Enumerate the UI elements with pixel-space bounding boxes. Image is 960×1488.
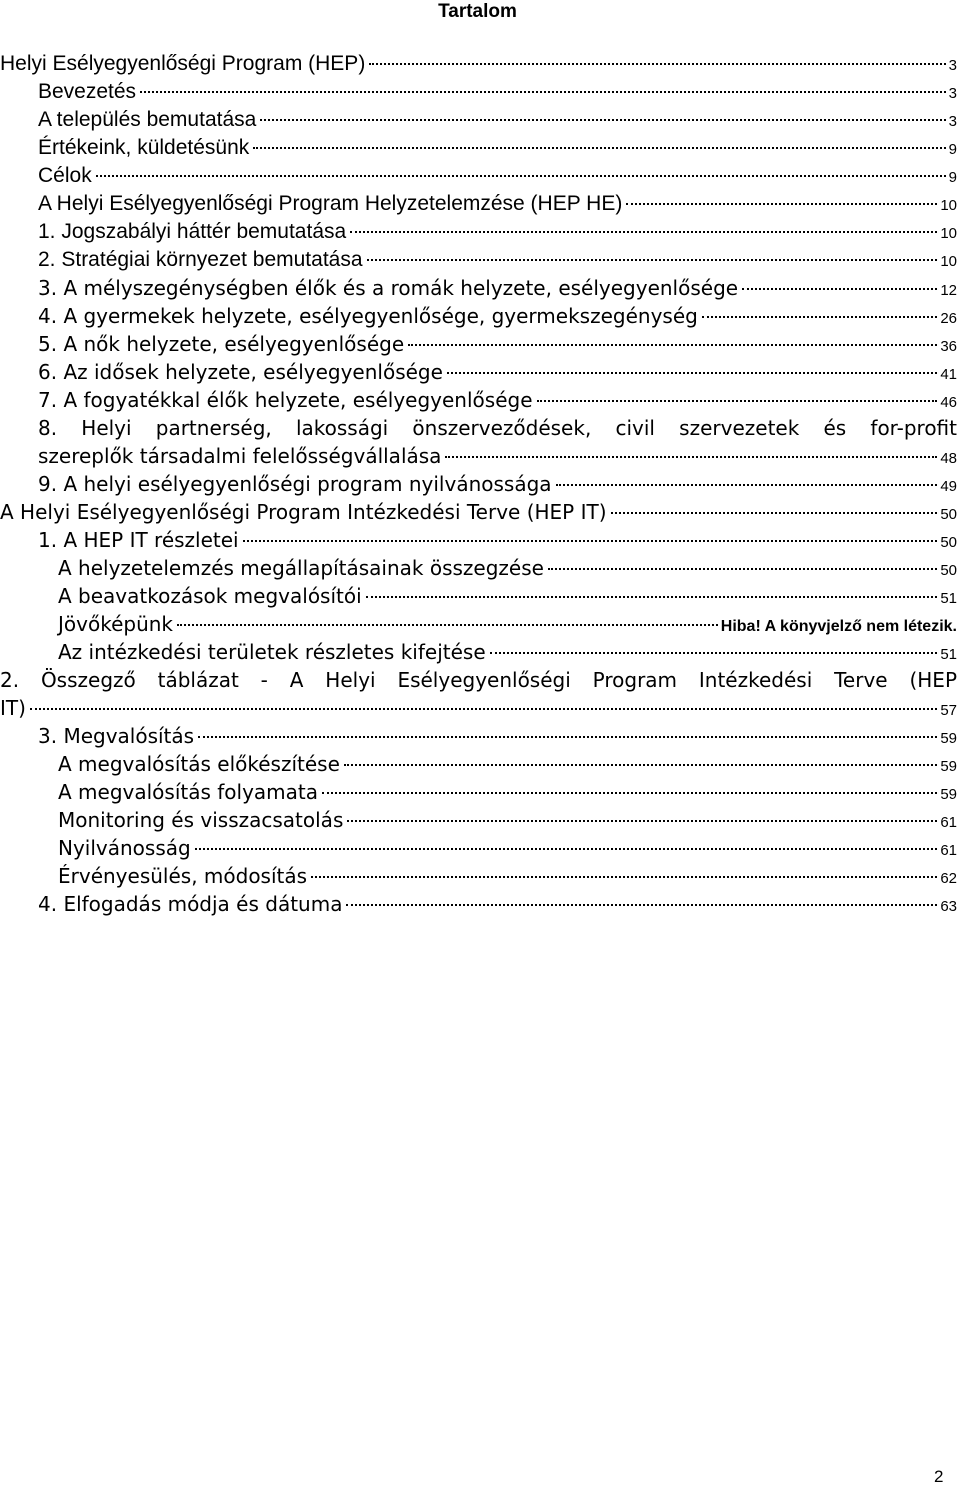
dot-leader <box>140 91 946 93</box>
dot-leader <box>366 596 938 598</box>
toc-entry-page: 62 <box>940 870 957 887</box>
dot-leader <box>537 400 938 402</box>
toc-entry[interactable] <box>0 890 957 918</box>
toc-entry[interactable] <box>0 666 957 722</box>
dot-leader <box>30 708 937 710</box>
toc-entry-title: Monitoring és visszacsatolás <box>58 808 344 832</box>
toc-entry-title: A Helyi Esélyegyenlőségi Program Helyzetelemzése (HEP HE) <box>38 192 623 215</box>
toc-entry-page: 61 <box>940 842 957 859</box>
toc-entry[interactable] <box>0 274 957 302</box>
toc-entry-page: 51 <box>940 646 957 663</box>
dot-leader <box>322 792 937 794</box>
toc-entry-page: 26 <box>940 310 957 327</box>
dot-leader <box>611 512 938 514</box>
toc-entry-title: 9. A helyi esélyegyenlőségi program nyilvánossága <box>38 472 552 496</box>
dot-leader <box>243 540 938 542</box>
toc-entry-page: 3 <box>948 57 957 74</box>
page-title: Tartalom <box>438 1 517 22</box>
dot-leader <box>195 848 938 850</box>
toc-entry[interactable] <box>0 78 957 106</box>
toc-entry-page: 41 <box>940 366 957 383</box>
toc-entry-title: A Helyi Esélyegyenlőségi Program Intézkedési Terve (HEP IT) <box>0 500 607 524</box>
toc-entry-title: 1. Jogszabályi háttér bemutatása <box>38 220 347 243</box>
toc-entry-page: 3 <box>948 113 957 130</box>
toc-entry[interactable] <box>0 302 957 330</box>
toc-entry-title: 2. Összegző táblázat - A Helyi Esélyegyenlőségi Program Intézkedési Terve (HEP <box>0 668 957 692</box>
toc-entry-title: 4. Elfogadás módja és dátuma <box>38 892 343 916</box>
toc-entry-page: 59 <box>940 758 957 775</box>
toc-entry-title: A beavatkozások megvalósítói <box>58 584 362 608</box>
dot-leader <box>548 568 937 570</box>
toc-entry-title: 2. Stratégiai környezet bemutatása <box>38 248 363 271</box>
dot-leader <box>490 652 938 654</box>
toc-entry-title: Bevezetés <box>38 80 137 103</box>
toc-entry[interactable] <box>0 330 957 358</box>
table-of-contents <box>0 50 957 918</box>
toc-entry-page: 10 <box>940 197 957 214</box>
toc-entry-title: A megvalósítás előkészítése <box>58 752 340 776</box>
toc-entry[interactable] <box>0 498 957 526</box>
toc-entry-title: Az intézkedési területek részletes kifejtése <box>58 640 486 664</box>
toc-entry-page: 59 <box>940 786 957 803</box>
toc-entry[interactable] <box>0 526 957 554</box>
toc-entry[interactable] <box>0 50 957 78</box>
toc-entry-page: 9 <box>948 169 957 186</box>
toc-entry-title: 8. Helyi partnerség, lakossági önszerveződések, civil szervezetek és for-profit <box>38 416 957 440</box>
dot-leader <box>347 820 937 822</box>
dot-leader <box>346 904 937 906</box>
dot-leader <box>253 147 945 149</box>
dot-leader <box>626 203 937 205</box>
toc-entry[interactable] <box>0 778 957 806</box>
dot-leader <box>742 288 937 290</box>
toc-entry-page: 61 <box>940 814 957 831</box>
toc-entry-page: 10 <box>940 225 957 242</box>
toc-entry-title: Értékeink, küldetésünk <box>38 136 250 159</box>
toc-entry[interactable] <box>0 722 957 750</box>
toc-entry[interactable] <box>0 610 957 638</box>
toc-entry-title-continued: IT) <box>0 696 26 720</box>
dot-leader <box>556 484 938 486</box>
dot-leader <box>447 372 937 374</box>
dot-leader <box>198 736 937 738</box>
toc-entry[interactable] <box>0 190 957 218</box>
toc-entry-page: 57 <box>940 702 957 719</box>
toc-entry[interactable] <box>0 806 957 834</box>
toc-entry[interactable] <box>0 162 957 190</box>
toc-entry[interactable] <box>0 358 957 386</box>
toc-entry-title: A megvalósítás folyamata <box>58 780 319 804</box>
toc-entry[interactable] <box>0 582 957 610</box>
toc-entry-title: 4. A gyermekek helyzete, esélyegyenlősége, gyermekszegénység <box>38 304 698 328</box>
toc-entry-title-continued: szereplők társadalmi felelősségvállalása <box>38 444 442 468</box>
dot-leader <box>344 764 937 766</box>
dot-leader <box>311 876 937 878</box>
toc-entry-title: Jövőképünk <box>58 612 174 636</box>
toc-entry[interactable] <box>0 246 957 274</box>
toc-entry-page: 50 <box>940 506 957 523</box>
toc-entry-page: 49 <box>940 478 957 495</box>
toc-entry-page: 3 <box>948 85 957 102</box>
toc-entry-page: 12 <box>940 282 957 299</box>
dot-leader <box>96 175 946 177</box>
toc-entry-title: 7. A fogyatékkal élők helyzete, esélyegyenlősége <box>38 388 533 412</box>
dot-leader <box>408 344 937 346</box>
toc-entry-page: 36 <box>940 338 957 355</box>
toc-entry[interactable] <box>0 218 957 246</box>
toc-entry[interactable] <box>0 862 957 890</box>
toc-entry-title: A település bemutatása <box>38 108 257 131</box>
toc-entry-title: 3. Megvalósítás <box>38 724 195 748</box>
toc-entry-page: 59 <box>940 730 957 747</box>
toc-entry-page: 50 <box>940 534 957 551</box>
toc-entry-page: 10 <box>940 253 957 270</box>
toc-entry-title: 5. A nők helyzete, esélyegyenlősége <box>38 332 405 356</box>
toc-entry[interactable] <box>0 134 957 162</box>
toc-entry[interactable] <box>0 386 957 414</box>
toc-entry-page: 63 <box>940 898 957 915</box>
toc-entry-page: 48 <box>940 450 957 467</box>
toc-entry-title: 3. A mélyszegénységben élők és a romák helyzete, esélyegyenlősége <box>38 276 739 300</box>
toc-entry-page: 50 <box>940 562 957 579</box>
toc-entry-title: A helyzetelemzés megállapításainak összegzése <box>58 556 544 580</box>
toc-entry-title: 1. A HEP IT részletei <box>38 528 239 552</box>
dot-leader <box>350 231 937 233</box>
toc-entry-title: Célok <box>38 164 92 187</box>
page-number: 2 <box>934 1467 944 1486</box>
dot-leader <box>702 316 937 318</box>
toc-entry[interactable] <box>0 470 957 498</box>
toc-entry-title: Nyilvánosság <box>58 836 191 860</box>
dot-leader <box>177 624 718 626</box>
toc-entry[interactable] <box>0 106 957 134</box>
toc-entry[interactable] <box>0 554 957 582</box>
toc-entry[interactable] <box>0 834 957 862</box>
toc-entry-title: Helyi Esélyegyenlőségi Program (HEP) <box>0 52 366 75</box>
toc-entry-page: 46 <box>940 394 957 411</box>
toc-entry-title: Érvényesülés, módosítás <box>58 864 308 888</box>
toc-entry-page-error: Hiba! A könyvjelző nem létezik. <box>720 618 957 635</box>
toc-entry[interactable] <box>0 750 957 778</box>
toc-entry[interactable] <box>0 414 957 470</box>
toc-entry-page: 51 <box>940 590 957 607</box>
toc-entry-title: 6. Az idősek helyzete, esélyegyenlősége <box>38 360 443 384</box>
toc-entry[interactable] <box>0 638 957 666</box>
toc-entry-page: 9 <box>948 141 957 158</box>
dot-leader <box>367 259 938 261</box>
dot-leader <box>445 456 937 458</box>
dot-leader <box>369 63 945 65</box>
dot-leader <box>260 119 945 121</box>
